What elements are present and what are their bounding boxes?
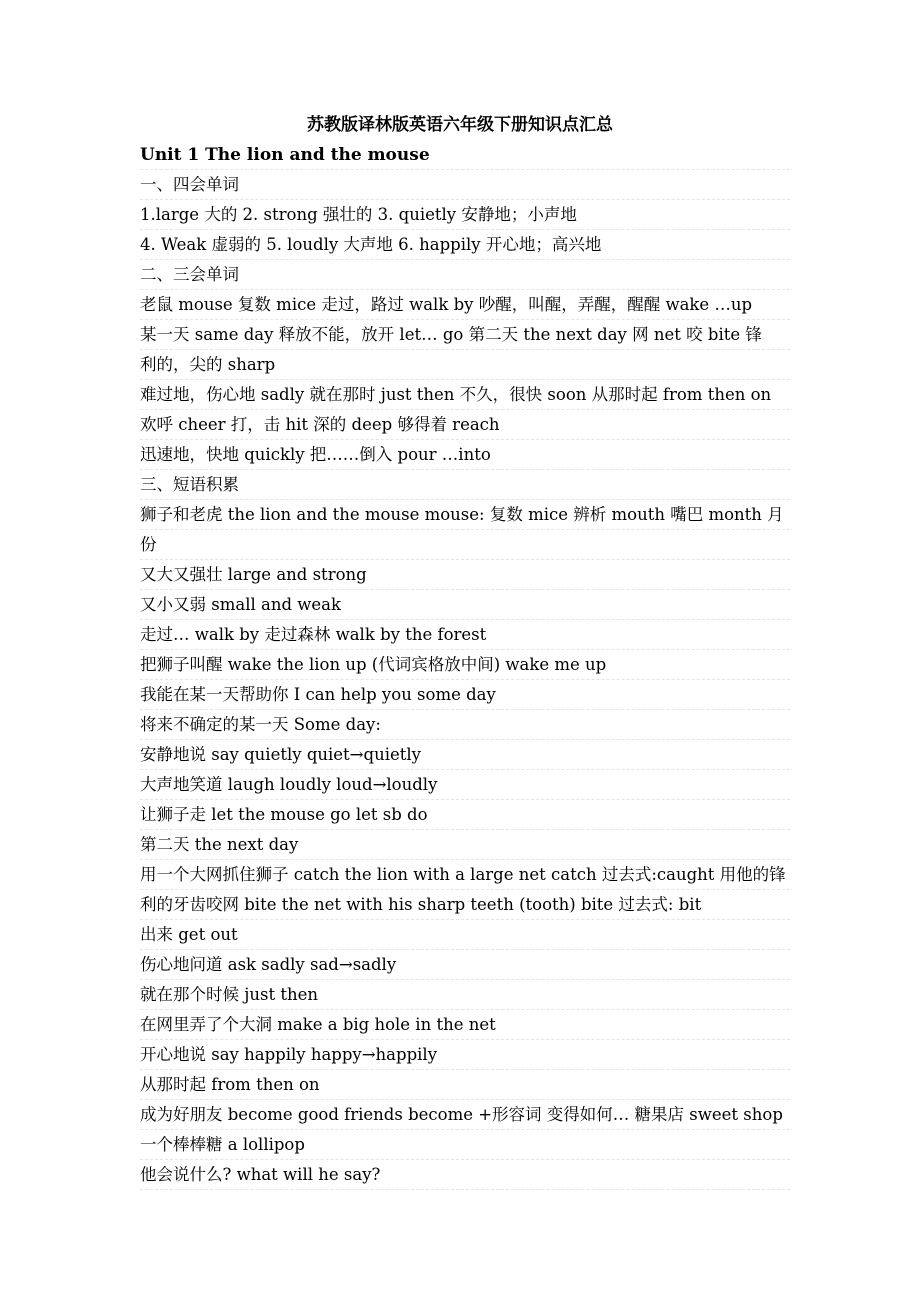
text-line: 用一个大网抓住狮子 catch the lion with a large net catch 过去式:caught 用他的锋 — [140, 860, 790, 890]
text-line: 又小又弱 small and weak — [140, 590, 790, 620]
text-line: 一个棒棒糖 a lollipop — [140, 1130, 790, 1160]
text-line: 老鼠 mouse 复数 mice 走过，路过 walk by 吵醒，叫醒，弄醒，醒醒 wake …up — [140, 290, 790, 320]
text-line: 利的，尖的 sharp — [140, 350, 790, 380]
text-line: 1.large 大的 2. strong 强壮的 3. quietly 安静地；小声地 — [140, 200, 790, 230]
text-line: 成为好朋友 become good friends become +形容词 变得如何… 糖果店 sweet shop — [140, 1100, 790, 1130]
text-line: 又大又强壮 large and strong — [140, 560, 790, 590]
text-line: 迅速地，快地 quickly 把……倒入 pour …into — [140, 440, 790, 470]
text-line: 利的牙齿咬网 bite the net with his sharp teeth (tooth) bite 过去式: bit — [140, 890, 790, 920]
text-line: 欢呼 cheer 打，击 hit 深的 deep 够得着 reach — [140, 410, 790, 440]
unit-heading: Unit 1 The lion and the mouse — [140, 140, 790, 170]
text-line: 从那时起 from then on — [140, 1070, 790, 1100]
text-line: 我能在某一天帮助你 I can help you some day — [140, 680, 790, 710]
text-line: 出来 get out — [140, 920, 790, 950]
text-line: 在网里弄了个大洞 make a big hole in the net — [140, 1010, 790, 1040]
text-line: 狮子和老虎 the lion and the mouse mouse: 复数 mice 辨析 mouth 嘴巴 month 月 — [140, 500, 790, 530]
text-line: 就在那个时候 just then — [140, 980, 790, 1010]
section-heading: 二、三会单词 — [140, 260, 790, 290]
text-line: 第二天 the next day — [140, 830, 790, 860]
text-line: 他会说什么? what will he say? — [140, 1160, 790, 1190]
section-heading: 一、四会单词 — [140, 170, 790, 200]
text-line: 某一天 same day 释放不能，放开 let… go 第二天 the next day 网 net 咬 bite 锋 — [140, 320, 790, 350]
document-title: 苏教版译林版英语六年级下册知识点汇总 — [307, 115, 613, 135]
section-heading: 三、短语积累 — [140, 470, 790, 500]
text-line: 伤心地问道 ask sadly sad→sadly — [140, 950, 790, 980]
text-line: 将来不确定的某一天 Some day: — [140, 710, 790, 740]
document-body — [140, 140, 790, 1190]
text-line: 难过地，伤心地 sadly 就在那时 just then 不久，很快 soon 从那时起 from then on — [140, 380, 790, 410]
text-line: 让狮子走 let the mouse go let sb do — [140, 800, 790, 830]
text-line: 开心地说 say happily happy→happily — [140, 1040, 790, 1070]
text-line: 份 — [140, 530, 790, 560]
text-line: 安静地说 say quietly quiet→quietly — [140, 740, 790, 770]
text-line: 4. Weak 虚弱的 5. loudly 大声地 6. happily 开心地；高兴地 — [140, 230, 790, 260]
text-line: 大声地笑道 laugh loudly loud→loudly — [140, 770, 790, 800]
text-line: 走过… walk by 走过森林 walk by the forest — [140, 620, 790, 650]
text-line: 把狮子叫醒 wake the lion up (代词宾格放中间) wake me up — [140, 650, 790, 680]
